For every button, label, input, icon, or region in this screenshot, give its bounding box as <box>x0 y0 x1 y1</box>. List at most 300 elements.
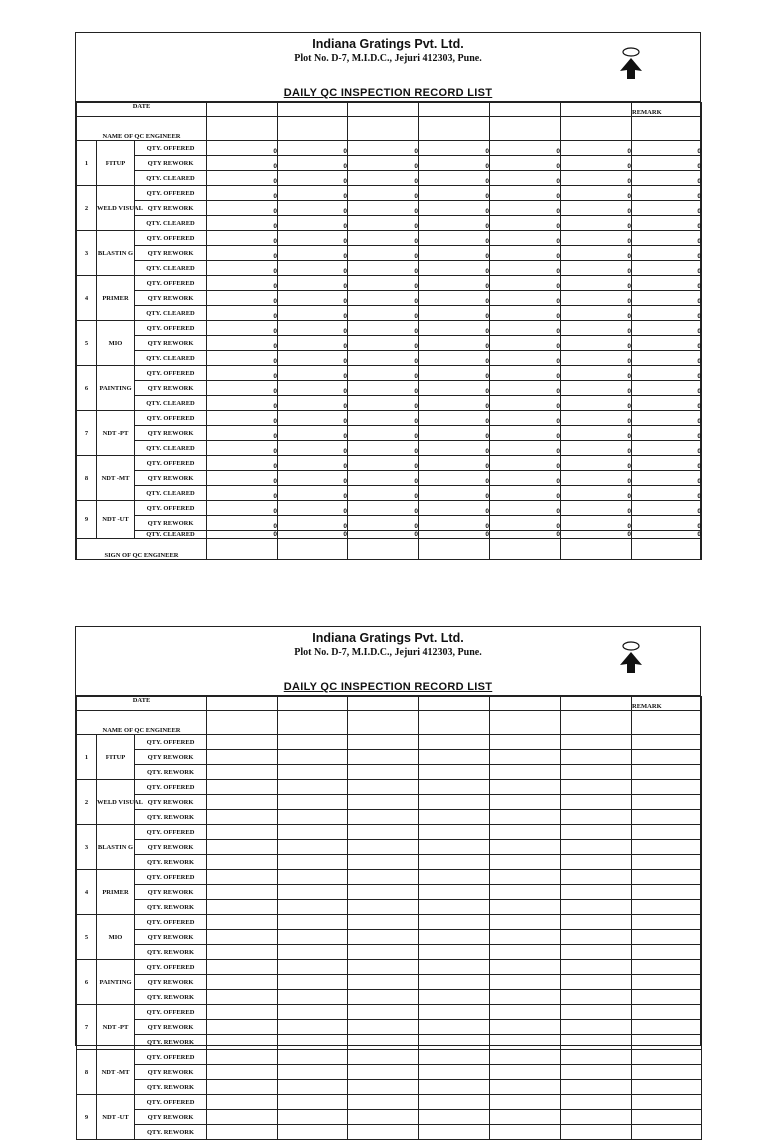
quantity-cell[interactable] <box>419 1050 490 1065</box>
quantity-cell[interactable]: 0 <box>490 381 561 396</box>
quantity-cell[interactable] <box>632 840 702 855</box>
quantity-cell[interactable] <box>561 765 632 780</box>
quantity-cell[interactable]: 0 <box>348 456 419 471</box>
quantity-cell[interactable]: 0 <box>419 306 490 321</box>
quantity-cell[interactable] <box>348 1020 419 1035</box>
quantity-cell[interactable] <box>419 960 490 975</box>
quantity-cell[interactable]: 0 <box>207 291 278 306</box>
quantity-cell[interactable]: 0 <box>490 471 561 486</box>
quantity-cell[interactable] <box>278 975 348 990</box>
quantity-cell[interactable]: 0 <box>419 201 490 216</box>
quantity-cell[interactable] <box>207 1035 278 1050</box>
quantity-cell[interactable]: 0 <box>207 321 278 336</box>
quantity-cell[interactable] <box>278 1080 348 1095</box>
quantity-cell[interactable]: 0 <box>419 336 490 351</box>
quantity-cell[interactable]: 0 <box>348 156 419 171</box>
quantity-cell[interactable] <box>278 1020 348 1035</box>
quantity-cell[interactable]: 0 <box>632 246 702 261</box>
quantity-cell[interactable]: 0 <box>348 366 419 381</box>
quantity-cell[interactable]: 0 <box>632 411 702 426</box>
quantity-cell[interactable]: 0 <box>278 516 348 531</box>
quantity-cell[interactable] <box>348 795 419 810</box>
quantity-cell[interactable] <box>561 900 632 915</box>
quantity-cell[interactable]: 0 <box>207 486 278 501</box>
quantity-cell[interactable]: 0 <box>278 246 348 261</box>
quantity-cell[interactable] <box>561 840 632 855</box>
quantity-cell[interactable]: 0 <box>632 276 702 291</box>
quantity-cell[interactable]: 0 <box>348 276 419 291</box>
engineer-cell[interactable] <box>561 117 632 141</box>
quantity-cell[interactable]: 0 <box>348 306 419 321</box>
quantity-cell[interactable] <box>561 780 632 795</box>
quantity-cell[interactable]: 0 <box>490 366 561 381</box>
quantity-cell[interactable] <box>207 1125 278 1140</box>
quantity-cell[interactable]: 0 <box>278 396 348 411</box>
quantity-cell[interactable] <box>348 855 419 870</box>
quantity-cell[interactable]: 0 <box>632 351 702 366</box>
quantity-cell[interactable]: 0 <box>207 351 278 366</box>
quantity-cell[interactable] <box>419 975 490 990</box>
quantity-cell[interactable] <box>348 1110 419 1125</box>
quantity-cell[interactable] <box>278 885 348 900</box>
quantity-cell[interactable] <box>561 1020 632 1035</box>
quantity-cell[interactable]: 0 <box>419 351 490 366</box>
quantity-cell[interactable]: 0 <box>490 171 561 186</box>
quantity-cell[interactable]: 0 <box>632 456 702 471</box>
quantity-cell[interactable] <box>632 1110 702 1125</box>
quantity-cell[interactable]: 0 <box>561 531 632 539</box>
quantity-cell[interactable]: 0 <box>632 501 702 516</box>
quantity-cell[interactable]: 0 <box>419 516 490 531</box>
quantity-cell[interactable]: 0 <box>490 456 561 471</box>
quantity-cell[interactable] <box>278 1065 348 1080</box>
quantity-cell[interactable]: 0 <box>419 216 490 231</box>
quantity-cell[interactable] <box>490 1020 561 1035</box>
quantity-cell[interactable]: 0 <box>632 141 702 156</box>
quantity-cell[interactable]: 0 <box>561 216 632 231</box>
quantity-cell[interactable]: 0 <box>278 141 348 156</box>
quantity-cell[interactable] <box>561 945 632 960</box>
quantity-cell[interactable] <box>419 885 490 900</box>
quantity-cell[interactable] <box>561 855 632 870</box>
quantity-cell[interactable]: 0 <box>207 156 278 171</box>
quantity-cell[interactable]: 0 <box>207 471 278 486</box>
quantity-cell[interactable]: 0 <box>490 351 561 366</box>
quantity-cell[interactable]: 0 <box>278 216 348 231</box>
quantity-cell[interactable] <box>561 1125 632 1140</box>
quantity-cell[interactable]: 0 <box>419 276 490 291</box>
quantity-cell[interactable] <box>632 975 702 990</box>
quantity-cell[interactable] <box>632 825 702 840</box>
engineer-cell[interactable] <box>419 117 490 141</box>
quantity-cell[interactable] <box>632 735 702 750</box>
quantity-cell[interactable] <box>348 1095 419 1110</box>
quantity-cell[interactable]: 0 <box>561 321 632 336</box>
quantity-cell[interactable]: 0 <box>348 186 419 201</box>
quantity-cell[interactable]: 0 <box>207 201 278 216</box>
quantity-cell[interactable] <box>561 990 632 1005</box>
quantity-cell[interactable] <box>490 900 561 915</box>
date-cell[interactable] <box>419 697 490 711</box>
quantity-cell[interactable] <box>561 975 632 990</box>
quantity-cell[interactable]: 0 <box>632 216 702 231</box>
date-cell[interactable] <box>278 697 348 711</box>
quantity-cell[interactable]: 0 <box>348 381 419 396</box>
quantity-cell[interactable] <box>207 795 278 810</box>
sign-cell[interactable] <box>207 539 278 560</box>
quantity-cell[interactable] <box>348 1080 419 1095</box>
quantity-cell[interactable] <box>348 945 419 960</box>
quantity-cell[interactable] <box>419 1095 490 1110</box>
quantity-cell[interactable] <box>278 1050 348 1065</box>
quantity-cell[interactable] <box>348 750 419 765</box>
quantity-cell[interactable]: 0 <box>632 291 702 306</box>
quantity-cell[interactable]: 0 <box>490 516 561 531</box>
quantity-cell[interactable]: 0 <box>348 396 419 411</box>
quantity-cell[interactable] <box>632 990 702 1005</box>
quantity-cell[interactable]: 0 <box>278 426 348 441</box>
quantity-cell[interactable]: 0 <box>207 306 278 321</box>
quantity-cell[interactable] <box>207 780 278 795</box>
quantity-cell[interactable]: 0 <box>207 441 278 456</box>
quantity-cell[interactable] <box>419 840 490 855</box>
quantity-cell[interactable]: 0 <box>207 456 278 471</box>
quantity-cell[interactable]: 0 <box>207 396 278 411</box>
quantity-cell[interactable] <box>278 1035 348 1050</box>
quantity-cell[interactable]: 0 <box>632 486 702 501</box>
quantity-cell[interactable] <box>278 735 348 750</box>
quantity-cell[interactable] <box>632 900 702 915</box>
quantity-cell[interactable]: 0 <box>278 351 348 366</box>
quantity-cell[interactable] <box>348 960 419 975</box>
quantity-cell[interactable]: 0 <box>419 486 490 501</box>
quantity-cell[interactable] <box>278 1125 348 1140</box>
quantity-cell[interactable]: 0 <box>490 261 561 276</box>
quantity-cell[interactable]: 0 <box>632 531 702 539</box>
quantity-cell[interactable]: 0 <box>561 471 632 486</box>
quantity-cell[interactable] <box>561 870 632 885</box>
quantity-cell[interactable] <box>632 1005 702 1020</box>
quantity-cell[interactable] <box>348 900 419 915</box>
quantity-cell[interactable]: 0 <box>632 381 702 396</box>
quantity-cell[interactable]: 0 <box>419 471 490 486</box>
quantity-cell[interactable]: 0 <box>561 246 632 261</box>
quantity-cell[interactable] <box>632 930 702 945</box>
quantity-cell[interactable]: 0 <box>278 456 348 471</box>
quantity-cell[interactable] <box>632 1080 702 1095</box>
quantity-cell[interactable] <box>348 1065 419 1080</box>
quantity-cell[interactable] <box>632 960 702 975</box>
quantity-cell[interactable] <box>207 810 278 825</box>
quantity-cell[interactable]: 0 <box>419 396 490 411</box>
quantity-cell[interactable] <box>207 1095 278 1110</box>
quantity-cell[interactable]: 0 <box>632 336 702 351</box>
quantity-cell[interactable] <box>490 990 561 1005</box>
quantity-cell[interactable] <box>348 930 419 945</box>
quantity-cell[interactable]: 0 <box>632 201 702 216</box>
quantity-cell[interactable] <box>419 1065 490 1080</box>
quantity-cell[interactable]: 0 <box>207 186 278 201</box>
engineer-cell[interactable] <box>632 711 702 735</box>
quantity-cell[interactable]: 0 <box>278 231 348 246</box>
quantity-cell[interactable] <box>348 990 419 1005</box>
quantity-cell[interactable]: 0 <box>632 231 702 246</box>
quantity-cell[interactable]: 0 <box>207 516 278 531</box>
date-cell[interactable] <box>348 103 419 117</box>
quantity-cell[interactable] <box>632 1065 702 1080</box>
quantity-cell[interactable]: 0 <box>490 321 561 336</box>
quantity-cell[interactable] <box>348 885 419 900</box>
quantity-cell[interactable]: 0 <box>561 456 632 471</box>
quantity-cell[interactable]: 0 <box>632 171 702 186</box>
engineer-cell[interactable] <box>561 711 632 735</box>
engineer-cell[interactable] <box>207 117 278 141</box>
quantity-cell[interactable]: 0 <box>561 276 632 291</box>
engineer-cell[interactable] <box>207 711 278 735</box>
quantity-cell[interactable] <box>348 915 419 930</box>
quantity-cell[interactable] <box>632 915 702 930</box>
quantity-cell[interactable]: 0 <box>348 261 419 276</box>
quantity-cell[interactable]: 0 <box>278 201 348 216</box>
quantity-cell[interactable] <box>419 1080 490 1095</box>
quantity-cell[interactable]: 0 <box>561 141 632 156</box>
quantity-cell[interactable] <box>490 1125 561 1140</box>
quantity-cell[interactable] <box>561 795 632 810</box>
quantity-cell[interactable] <box>207 765 278 780</box>
quantity-cell[interactable]: 0 <box>561 426 632 441</box>
quantity-cell[interactable]: 0 <box>348 471 419 486</box>
quantity-cell[interactable]: 0 <box>561 186 632 201</box>
quantity-cell[interactable]: 0 <box>490 336 561 351</box>
quantity-cell[interactable] <box>348 840 419 855</box>
quantity-cell[interactable] <box>561 810 632 825</box>
quantity-cell[interactable]: 0 <box>490 426 561 441</box>
quantity-cell[interactable] <box>632 795 702 810</box>
quantity-cell[interactable]: 0 <box>419 231 490 246</box>
quantity-cell[interactable]: 0 <box>419 186 490 201</box>
quantity-cell[interactable] <box>490 1065 561 1080</box>
quantity-cell[interactable]: 0 <box>490 306 561 321</box>
quantity-cell[interactable]: 0 <box>561 486 632 501</box>
quantity-cell[interactable]: 0 <box>348 531 419 539</box>
quantity-cell[interactable]: 0 <box>632 471 702 486</box>
quantity-cell[interactable] <box>490 1005 561 1020</box>
quantity-cell[interactable]: 0 <box>278 321 348 336</box>
date-cell[interactable] <box>207 697 278 711</box>
quantity-cell[interactable] <box>278 765 348 780</box>
quantity-cell[interactable]: 0 <box>419 171 490 186</box>
quantity-cell[interactable] <box>207 1020 278 1035</box>
quantity-cell[interactable] <box>348 810 419 825</box>
quantity-cell[interactable] <box>419 870 490 885</box>
quantity-cell[interactable]: 0 <box>278 486 348 501</box>
quantity-cell[interactable]: 0 <box>561 351 632 366</box>
quantity-cell[interactable]: 0 <box>278 171 348 186</box>
quantity-cell[interactable]: 0 <box>278 366 348 381</box>
quantity-cell[interactable] <box>490 855 561 870</box>
quantity-cell[interactable] <box>419 825 490 840</box>
quantity-cell[interactable]: 0 <box>490 231 561 246</box>
quantity-cell[interactable] <box>348 1125 419 1140</box>
date-cell[interactable] <box>207 103 278 117</box>
quantity-cell[interactable] <box>207 750 278 765</box>
quantity-cell[interactable] <box>419 1020 490 1035</box>
date-cell[interactable] <box>419 103 490 117</box>
quantity-cell[interactable]: 0 <box>348 516 419 531</box>
quantity-cell[interactable] <box>419 915 490 930</box>
quantity-cell[interactable]: 0 <box>207 336 278 351</box>
quantity-cell[interactable]: 0 <box>419 291 490 306</box>
quantity-cell[interactable]: 0 <box>561 411 632 426</box>
quantity-cell[interactable] <box>207 1005 278 1020</box>
quantity-cell[interactable]: 0 <box>207 501 278 516</box>
quantity-cell[interactable] <box>419 810 490 825</box>
quantity-cell[interactable] <box>278 780 348 795</box>
quantity-cell[interactable]: 0 <box>490 141 561 156</box>
quantity-cell[interactable] <box>561 1050 632 1065</box>
quantity-cell[interactable]: 0 <box>419 456 490 471</box>
quantity-cell[interactable] <box>632 765 702 780</box>
quantity-cell[interactable]: 0 <box>632 261 702 276</box>
quantity-cell[interactable]: 0 <box>490 396 561 411</box>
quantity-cell[interactable]: 0 <box>278 186 348 201</box>
quantity-cell[interactable] <box>278 915 348 930</box>
quantity-cell[interactable]: 0 <box>561 441 632 456</box>
quantity-cell[interactable] <box>419 1035 490 1050</box>
quantity-cell[interactable] <box>278 825 348 840</box>
quantity-cell[interactable]: 0 <box>278 471 348 486</box>
quantity-cell[interactable] <box>348 870 419 885</box>
quantity-cell[interactable]: 0 <box>561 156 632 171</box>
quantity-cell[interactable] <box>419 780 490 795</box>
quantity-cell[interactable]: 0 <box>348 291 419 306</box>
date-cell[interactable] <box>278 103 348 117</box>
quantity-cell[interactable] <box>632 945 702 960</box>
quantity-cell[interactable] <box>561 1110 632 1125</box>
quantity-cell[interactable]: 0 <box>348 411 419 426</box>
quantity-cell[interactable]: 0 <box>419 261 490 276</box>
quantity-cell[interactable] <box>490 885 561 900</box>
quantity-cell[interactable] <box>207 1065 278 1080</box>
quantity-cell[interactable]: 0 <box>278 336 348 351</box>
quantity-cell[interactable] <box>561 1005 632 1020</box>
quantity-cell[interactable]: 0 <box>632 366 702 381</box>
quantity-cell[interactable]: 0 <box>348 321 419 336</box>
quantity-cell[interactable]: 0 <box>278 156 348 171</box>
quantity-cell[interactable] <box>278 870 348 885</box>
quantity-cell[interactable] <box>207 1110 278 1125</box>
engineer-cell[interactable] <box>348 117 419 141</box>
quantity-cell[interactable]: 0 <box>490 441 561 456</box>
quantity-cell[interactable] <box>419 855 490 870</box>
quantity-cell[interactable]: 0 <box>278 381 348 396</box>
quantity-cell[interactable] <box>632 1035 702 1050</box>
quantity-cell[interactable] <box>561 1035 632 1050</box>
engineer-cell[interactable] <box>278 117 348 141</box>
quantity-cell[interactable] <box>490 735 561 750</box>
quantity-cell[interactable] <box>419 1125 490 1140</box>
date-cell[interactable] <box>490 103 561 117</box>
quantity-cell[interactable] <box>207 840 278 855</box>
sign-cell[interactable] <box>419 539 490 560</box>
quantity-cell[interactable] <box>207 915 278 930</box>
quantity-cell[interactable] <box>419 795 490 810</box>
quantity-cell[interactable] <box>348 1035 419 1050</box>
quantity-cell[interactable] <box>348 825 419 840</box>
quantity-cell[interactable] <box>632 810 702 825</box>
engineer-cell[interactable] <box>419 711 490 735</box>
quantity-cell[interactable] <box>490 795 561 810</box>
sign-cell[interactable] <box>632 539 702 560</box>
quantity-cell[interactable]: 0 <box>419 381 490 396</box>
quantity-cell[interactable] <box>561 915 632 930</box>
engineer-cell[interactable] <box>348 711 419 735</box>
quantity-cell[interactable] <box>561 885 632 900</box>
quantity-cell[interactable]: 0 <box>561 171 632 186</box>
quantity-cell[interactable] <box>632 855 702 870</box>
quantity-cell[interactable] <box>490 930 561 945</box>
quantity-cell[interactable] <box>278 795 348 810</box>
quantity-cell[interactable]: 0 <box>490 291 561 306</box>
quantity-cell[interactable]: 0 <box>278 291 348 306</box>
quantity-cell[interactable]: 0 <box>632 396 702 411</box>
quantity-cell[interactable]: 0 <box>419 441 490 456</box>
quantity-cell[interactable] <box>278 750 348 765</box>
quantity-cell[interactable] <box>348 780 419 795</box>
quantity-cell[interactable] <box>278 1110 348 1125</box>
quantity-cell[interactable] <box>632 870 702 885</box>
quantity-cell[interactable]: 0 <box>490 501 561 516</box>
engineer-cell[interactable] <box>490 117 561 141</box>
quantity-cell[interactable]: 0 <box>419 501 490 516</box>
quantity-cell[interactable]: 0 <box>348 336 419 351</box>
quantity-cell[interactable] <box>490 1080 561 1095</box>
quantity-cell[interactable]: 0 <box>419 321 490 336</box>
quantity-cell[interactable]: 0 <box>419 156 490 171</box>
quantity-cell[interactable]: 0 <box>278 501 348 516</box>
quantity-cell[interactable] <box>207 855 278 870</box>
quantity-cell[interactable]: 0 <box>632 321 702 336</box>
quantity-cell[interactable] <box>490 960 561 975</box>
quantity-cell[interactable]: 0 <box>490 531 561 539</box>
quantity-cell[interactable]: 0 <box>207 276 278 291</box>
quantity-cell[interactable] <box>278 930 348 945</box>
quantity-cell[interactable] <box>419 930 490 945</box>
quantity-cell[interactable]: 0 <box>207 411 278 426</box>
quantity-cell[interactable]: 0 <box>348 141 419 156</box>
quantity-cell[interactable]: 0 <box>207 366 278 381</box>
quantity-cell[interactable] <box>419 945 490 960</box>
quantity-cell[interactable]: 0 <box>207 141 278 156</box>
quantity-cell[interactable] <box>419 900 490 915</box>
quantity-cell[interactable] <box>490 765 561 780</box>
quantity-cell[interactable] <box>207 930 278 945</box>
quantity-cell[interactable]: 0 <box>419 411 490 426</box>
quantity-cell[interactable] <box>490 870 561 885</box>
quantity-cell[interactable] <box>632 885 702 900</box>
quantity-cell[interactable]: 0 <box>278 531 348 539</box>
quantity-cell[interactable]: 0 <box>490 411 561 426</box>
quantity-cell[interactable] <box>561 960 632 975</box>
quantity-cell[interactable] <box>419 765 490 780</box>
quantity-cell[interactable] <box>278 960 348 975</box>
quantity-cell[interactable] <box>561 1080 632 1095</box>
quantity-cell[interactable]: 0 <box>348 486 419 501</box>
quantity-cell[interactable] <box>490 750 561 765</box>
quantity-cell[interactable]: 0 <box>207 381 278 396</box>
sign-cell[interactable] <box>490 539 561 560</box>
quantity-cell[interactable]: 0 <box>561 201 632 216</box>
